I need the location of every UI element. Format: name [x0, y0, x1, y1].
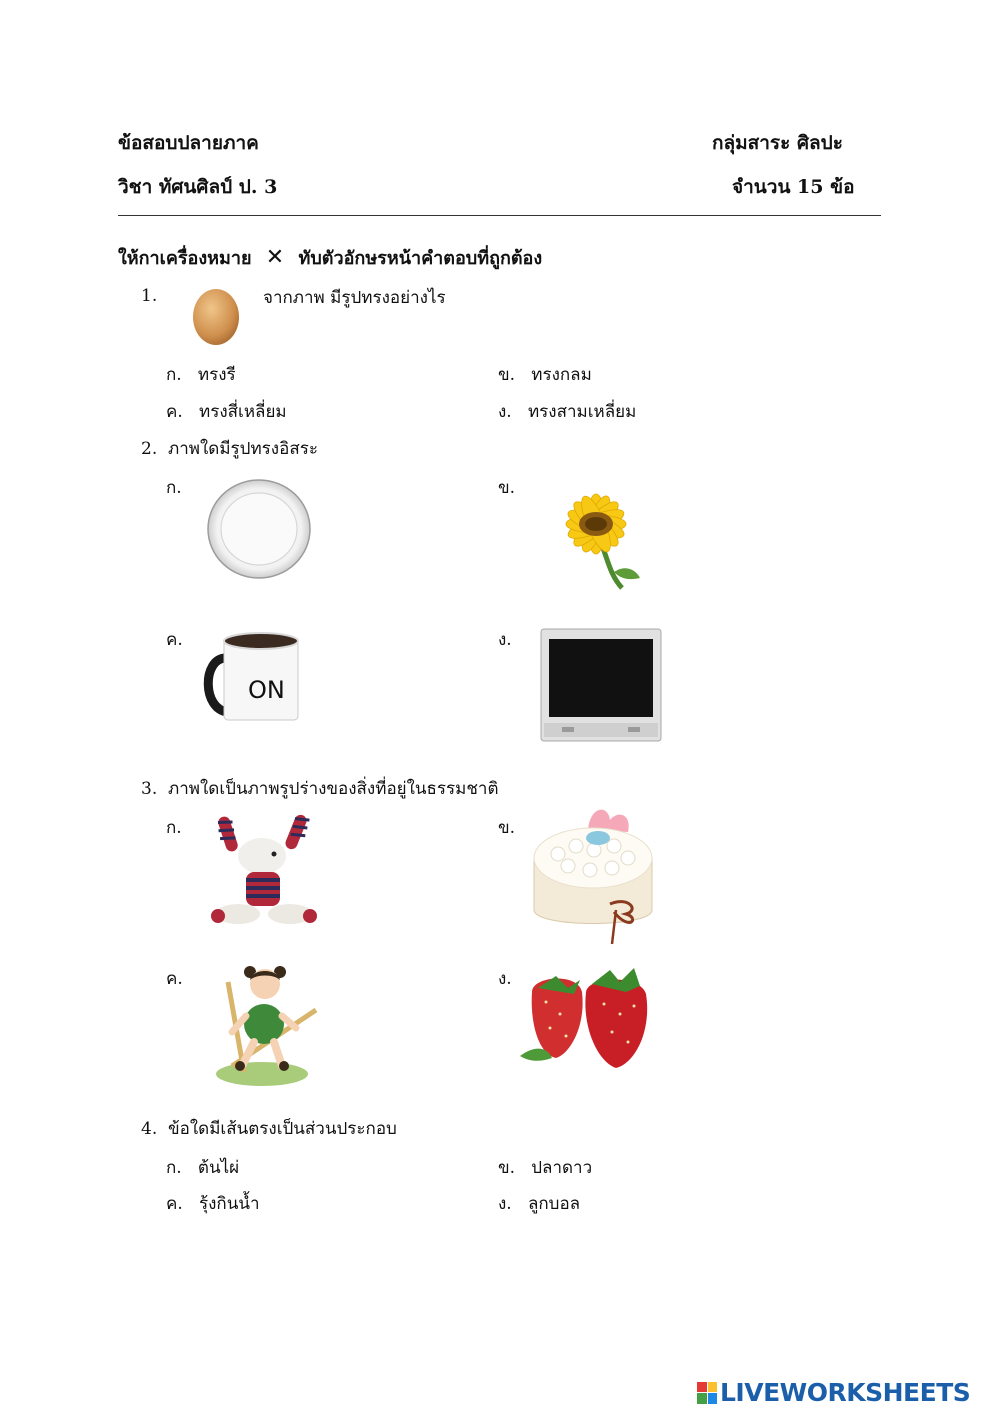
- question-1-text: จากภาพ มีรูปทรงอย่างไร: [263, 288, 446, 308]
- question-count: จำนวน 15 ข้อ: [732, 176, 855, 198]
- instruction-text-after: ทับตัวอักษรหน้าคำตอบที่ถูกต้อง: [298, 248, 543, 269]
- option-letter: ก.: [166, 1158, 182, 1178]
- knitted-rabbit-doll-image[interactable]: [208, 812, 320, 934]
- q1-option-a[interactable]: [166, 361, 236, 388]
- option-letter: ง.: [498, 402, 512, 422]
- option-letter: ข.: [498, 1158, 516, 1178]
- question-1-number: 1.: [141, 286, 158, 306]
- option-text: ทรงกลม: [531, 365, 592, 385]
- q2-option-b-letter[interactable]: ข.: [498, 478, 516, 498]
- question-2-number: 2.: [141, 439, 158, 459]
- subject-group: กลุ่มสาระ ศิลปะ: [712, 132, 843, 154]
- option-text: รุ้งกินน้ำ: [199, 1194, 260, 1214]
- liveworksheets-logo-text: LIVEWORKSHEETS: [720, 1378, 971, 1407]
- instruction: [118, 243, 542, 272]
- q4-option-a[interactable]: [166, 1154, 239, 1181]
- option-letter: ก.: [166, 365, 182, 385]
- option-letter: ง.: [498, 1194, 512, 1214]
- q2-option-c-letter[interactable]: ค.: [166, 630, 183, 650]
- subject-grade: วิชา ทัศนศิลป์ ป. 3: [118, 176, 278, 198]
- q3-option-d-letter[interactable]: ง.: [498, 969, 512, 989]
- q2-option-d-letter[interactable]: ง.: [498, 630, 512, 650]
- plate-image[interactable]: [206, 478, 312, 584]
- question-2: [141, 435, 318, 462]
- television-image[interactable]: [540, 628, 662, 746]
- question-2-text: ภาพใดมีรูปทรงอิสระ: [168, 439, 318, 459]
- liveworksheets-logo-icon: [697, 1382, 717, 1404]
- question-3-text: ภาพใดเป็นภาพรูปร่างของสิ่งที่อยู่ในธรรมชาติ: [168, 779, 499, 799]
- q4-option-d[interactable]: [498, 1190, 580, 1217]
- strawberries-image[interactable]: [516, 962, 668, 1076]
- question-4: [141, 1115, 397, 1142]
- question-4-number: 4.: [141, 1119, 158, 1139]
- option-text: ต้นไผ่: [197, 1158, 240, 1178]
- option-letter: ข.: [498, 365, 516, 385]
- option-text: ทรงรี: [197, 365, 236, 385]
- egg-image: [190, 285, 242, 351]
- cake-image[interactable]: [528, 800, 662, 954]
- question-4-text: ข้อใดมีเส้นตรงเป็นส่วนประกอบ: [168, 1119, 397, 1139]
- option-text: ทรงสามเหลี่ยม: [527, 402, 637, 422]
- option-text: ปลาดาว: [531, 1158, 593, 1178]
- question-3-number: 3.: [141, 779, 158, 799]
- q4-option-c[interactable]: [166, 1190, 260, 1217]
- sunflower-image[interactable]: [530, 480, 662, 596]
- q1-option-b[interactable]: [498, 361, 592, 388]
- q3-option-b-letter[interactable]: ข.: [498, 818, 516, 838]
- mug-image[interactable]: [200, 630, 304, 728]
- question-3: [141, 775, 499, 802]
- x-mark-icon: ✕: [265, 245, 285, 270]
- instruction-text-before: ให้กาเครื่องหมาย: [118, 248, 252, 269]
- q4-option-b[interactable]: [498, 1154, 592, 1181]
- liveworksheets-logo: [697, 1378, 970, 1407]
- header-divider: [118, 215, 881, 216]
- option-text: ทรงสี่เหลี่ยม: [199, 402, 287, 422]
- option-text: ลูกบอล: [527, 1194, 581, 1214]
- mug-on-text: ON: [248, 676, 285, 704]
- q2-option-a-letter[interactable]: ก.: [166, 478, 182, 498]
- q1-option-c[interactable]: [166, 398, 287, 425]
- q1-option-d[interactable]: [498, 398, 636, 425]
- option-letter: ค.: [166, 402, 183, 422]
- option-letter: ค.: [166, 1194, 183, 1214]
- q3-option-a-letter[interactable]: ก.: [166, 818, 182, 838]
- q3-option-c-letter[interactable]: ค.: [166, 969, 183, 989]
- exam-title: ข้อสอบปลายภาค: [118, 132, 259, 154]
- doll-figurine-image[interactable]: [208, 962, 322, 1094]
